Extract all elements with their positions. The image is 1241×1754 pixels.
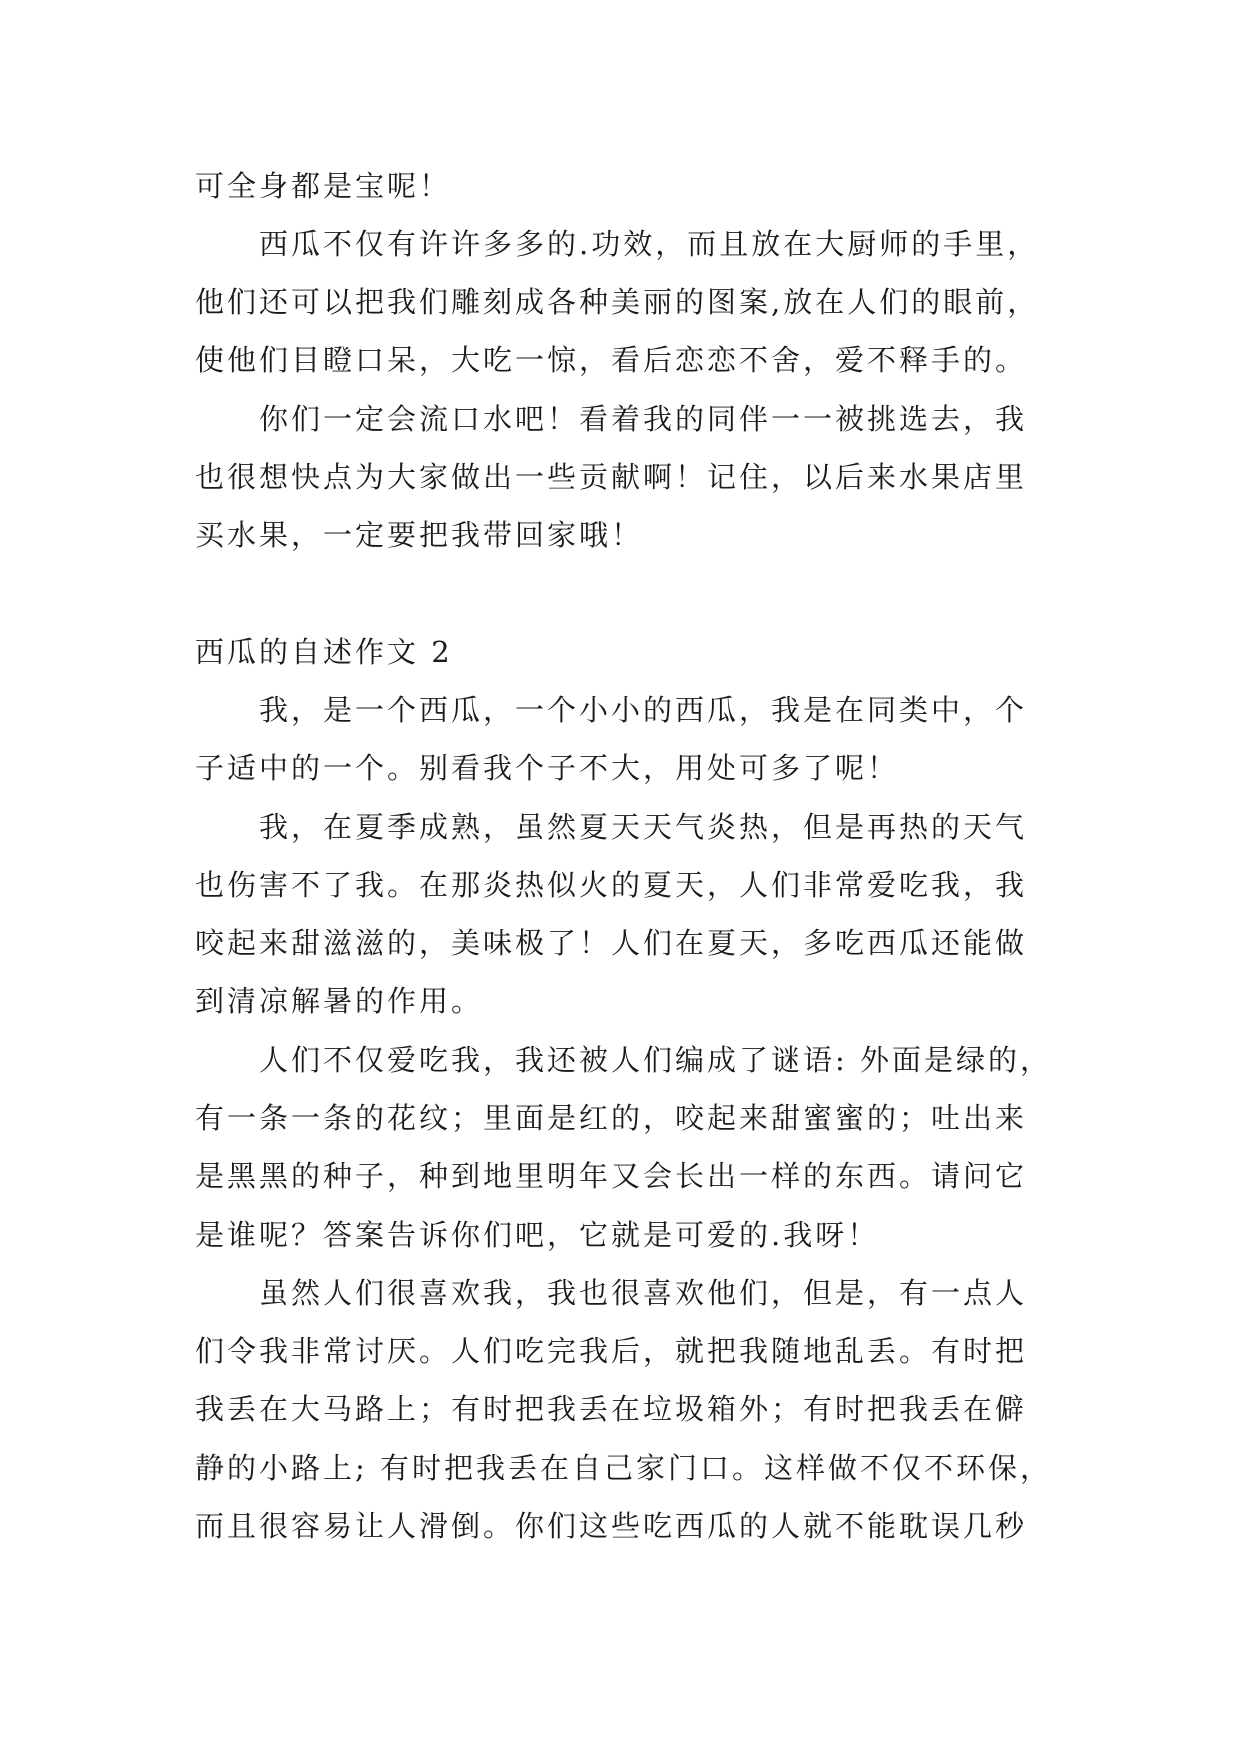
text-line: 买水果，一定要把我带回家哦！	[195, 518, 644, 552]
text-line: 可全身都是宝呢！	[195, 169, 452, 203]
text-line: 静的小路上; 有时把我丢在自己家门口。这样做不仅不环保，	[195, 1451, 1052, 1485]
text-line: 是黑黑的种子，种到地里明年又会长出一样的东西。请问它	[195, 1159, 1028, 1193]
text-line: 们令我非常讨厌。人们吃完我后，就把我随地乱丢。有时把	[195, 1334, 1028, 1368]
text-line: 我，在夏季成熟，虽然夏天天气炎热，但是再热的天气	[259, 810, 1028, 844]
text-line: 我，是一个西瓜，一个小小的西瓜，我是在同类中，个	[259, 693, 1028, 727]
text-line: 到清凉解暑的作用。	[195, 984, 484, 1018]
text-line: 你们一定会流口水吧！看着我的同伴一一被挑选去，我	[259, 402, 1028, 436]
text-line: 也很想快点为大家做出一些贡献啊！记住，以后来水果店里	[195, 460, 1028, 494]
text-line: 有一条一条的花纹；里面是红的，咬起来甜蜜蜜的；吐出来	[195, 1101, 1028, 1135]
text-line: 西瓜不仅有许许多多的.功效，而且放在大厨师的手里，	[259, 227, 1040, 261]
text-line: 虽然人们很喜欢我，我也很喜欢他们，但是，有一点人	[259, 1276, 1028, 1310]
text-line: 子适中的一个。别看我个子不大，用处可多了呢！	[195, 751, 900, 785]
text-line: 而且很容易让人滑倒。你们这些吃西瓜的人就不能耽误几秒	[195, 1509, 1028, 1543]
text-line: 咬起来甜滋滋的，美味极了！人们在夏天，多吃西瓜还能做	[195, 926, 1028, 960]
text-line: 我丢在大马路上；有时把我丢在垃圾箱外；有时把我丢在僻	[195, 1392, 1028, 1426]
section-heading: 西瓜的自述作文 2	[195, 635, 453, 669]
text-line: 是谁呢？答案告诉你们吧，它就是可爱的.我呀！	[195, 1218, 880, 1252]
text-line: 他们还可以把我们雕刻成各种美丽的图案,放在人们的眼前，	[195, 285, 1040, 319]
text-line: 人们不仅爱吃我，我还被人们编成了谜语: 外面是绿的，	[259, 1043, 1052, 1077]
text-line: 使他们目瞪口呆，大吃一惊，看后恋恋不舍，爱不释手的。	[195, 343, 1028, 377]
text-line: 也伤害不了我。在那炎热似火的夏天，人们非常爱吃我，我	[195, 868, 1028, 902]
